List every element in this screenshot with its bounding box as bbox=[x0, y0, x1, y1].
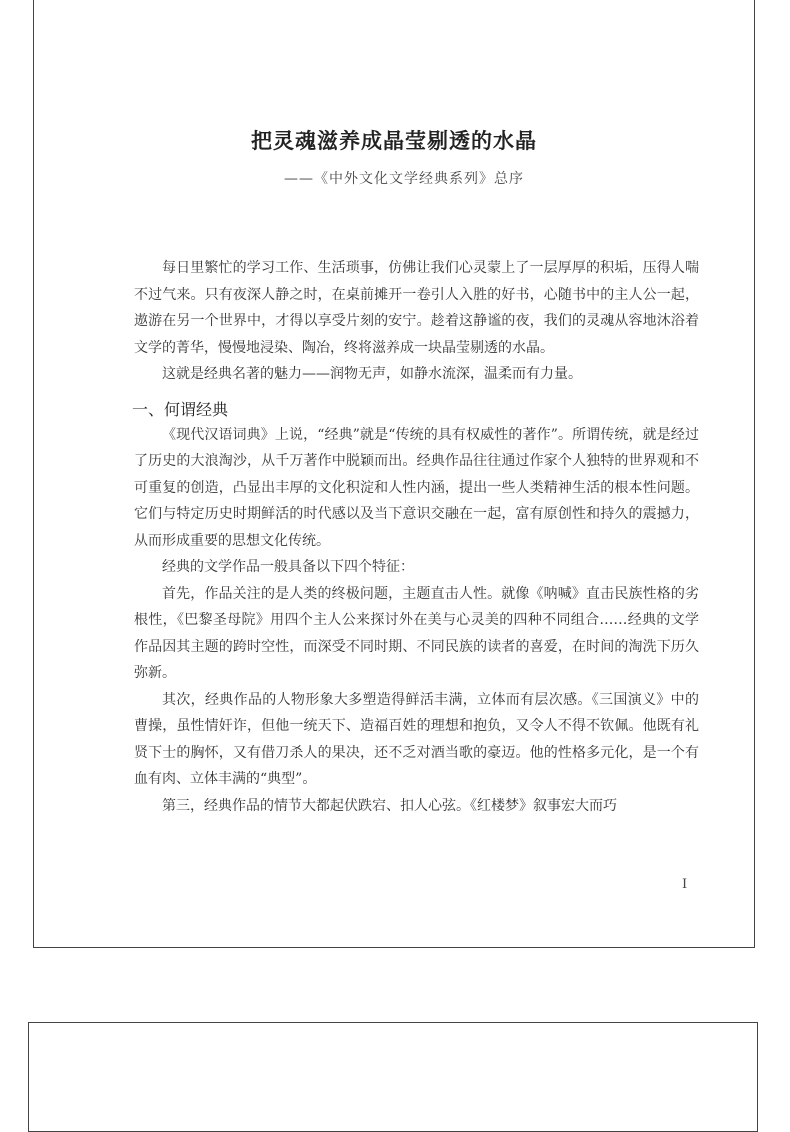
paragraph: 这就是经典名著的魅力——润物无声，如静水流深，温柔而有力量。 bbox=[162, 366, 582, 382]
paragraph: 每日里繁忙的学习工作、生活琐事，仿佛让我们心灵蒙上了一层厚厚的积垢，压得人喘不过气来。只有夜深人静之时，在桌前摊开一卷引人入胜的好书，心随书中的主人公一起，遨游在另一个世界中，才得以享受片刻的安宁。趁着这静谧的夜，我们的灵魂从容地沐浴着文学的菁华，慢慢地浸染、陶冶，终将滋养成一块晶莹剔透的水晶。 bbox=[134, 260, 699, 356]
paragraph: 第三，经典作品的情节大都起伏跌宕、扣人心弦。《红楼梦》叙事宏大而巧 bbox=[162, 797, 617, 814]
page-title: 把灵魂滋养成晶莹剔透的水晶 bbox=[251, 128, 537, 153]
page-subtitle: ——《中外文化文学经典系列》总序 bbox=[284, 171, 524, 187]
document-page bbox=[33, 0, 755, 948]
paragraph: 《现代汉语词典》上说，“经典”就是“传统的具有权威性的著作”。所谓传统，就是经过了历史的大浪淘沙，从千万著作中脱颖而出。经典作品往往通过作家个人独特的世界观和不可重复的创造，凸显出丰厚的文化积淀和人性内涵，提出一些人类精神生活的根本性问题。它们与特定历史时期鲜活的时代感以及当下意识交融在一起，富有原创性和持久的震撼力，从而形成重要的思想文化传统。 bbox=[134, 426, 699, 549]
paragraph: 首先，作品关注的是人类的终极问题，主题直击人性。就像《呐喊》直击民族性格的劣根性，《巴黎圣母院》用四个主人公来探讨外在美与心灵美的四种不同组合……经典的文学作品因其主题的跨时空性，而深受不同时期、不同民族的读者的喜爱，在时间的淘洗下历久弥新。 bbox=[134, 585, 699, 681]
next-page bbox=[28, 1022, 758, 1132]
page-number: I bbox=[682, 877, 688, 892]
paragraph: 其次，经典作品的人物形象大多塑造得鲜活丰满，立体而有层次感。《三国演义》中的曹操，虽性情奸诈，但他一统天下、造福百姓的理想和抱负，又令人不得不钦佩。他既有礼贤下士的胸怀，又有借刀杀人的果决，还不乏对酒当歌的豪迈。他的性格多元化，是一个有血有肉、立体丰满的“典型”。 bbox=[134, 691, 699, 787]
paragraph: 经典的文学作品一般具备以下四个特征： bbox=[162, 559, 414, 575]
body-text bbox=[134, 255, 699, 819]
section-heading: 一、何谓经典 bbox=[132, 399, 229, 419]
